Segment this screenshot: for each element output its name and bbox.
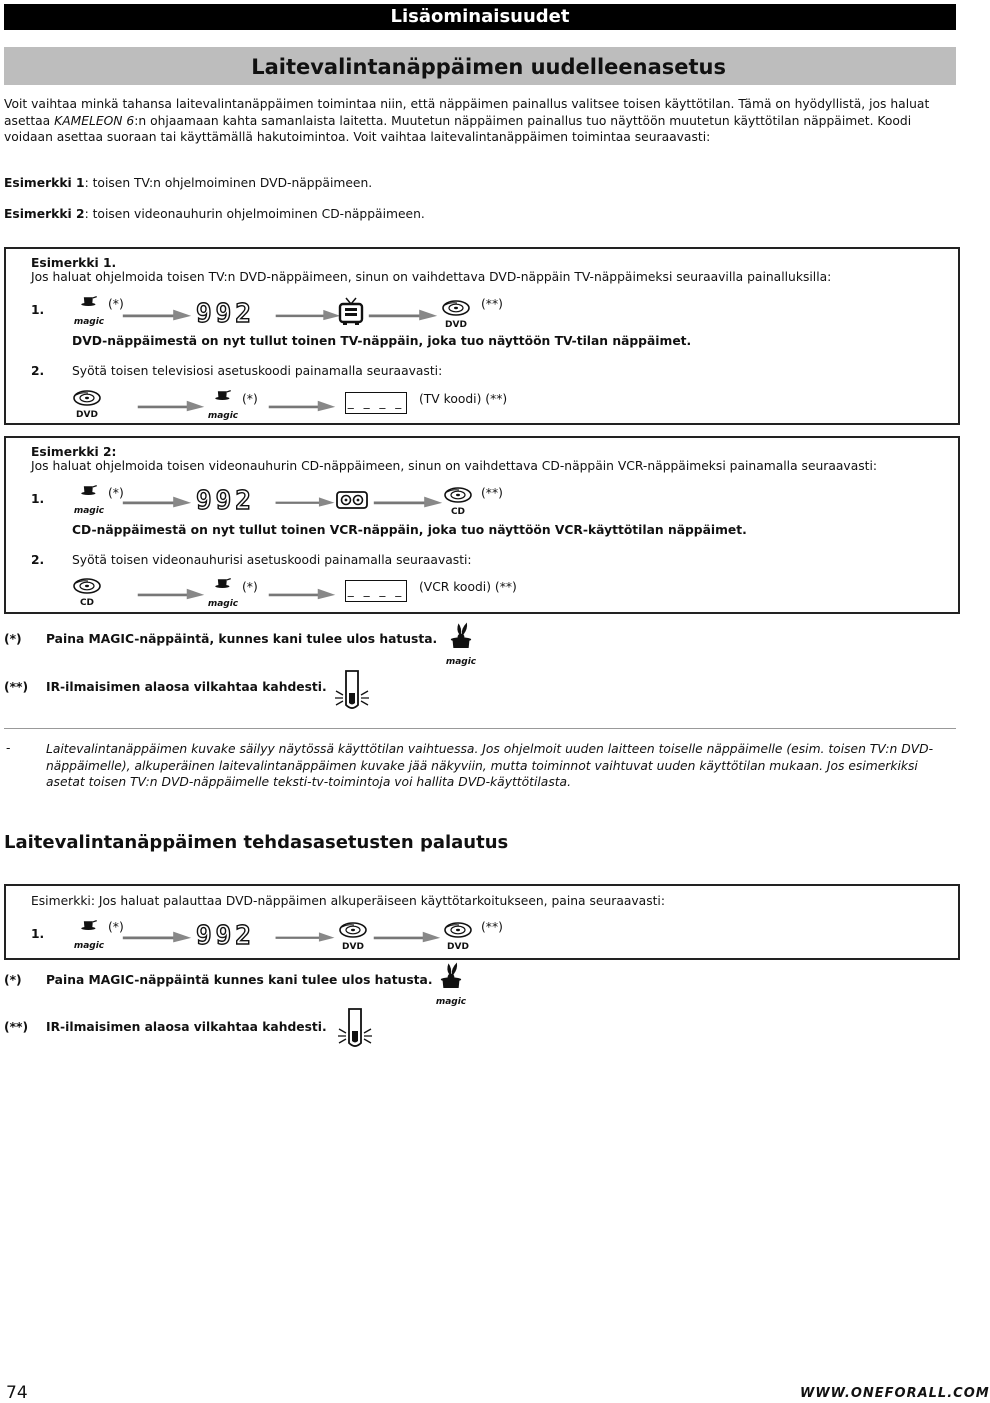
cd-label: CD — [450, 507, 466, 517]
intro-paragraph — [4, 96, 954, 146]
ir-blink-icon — [332, 665, 372, 713]
divider — [4, 728, 956, 729]
example-text: : toisen TV:n ohjelmoiminen DVD-näppäimeen. — [84, 176, 373, 190]
magic-rabbit-icon — [441, 620, 481, 667]
step-number: 1. — [31, 303, 45, 317]
magic-button-icon — [69, 485, 109, 516]
code-placeholder: _ _ _ _ — [347, 583, 405, 597]
footnote-mark: (*) — [4, 973, 22, 987]
example2-box — [4, 436, 960, 614]
page-title-bar — [4, 47, 956, 85]
arrow-icon — [367, 307, 439, 323]
brand-name: KAMELEON 6 — [54, 113, 135, 128]
magic-label: magic — [73, 506, 105, 516]
arrow-icon — [136, 586, 206, 602]
page-title: Laitevalintanäppäimen uudelleenasetus — [251, 55, 726, 79]
example2-title: Esimerkki 2: — [31, 445, 117, 459]
step-number: 2. — [31, 364, 45, 378]
magic-rabbit-icon — [431, 960, 471, 1007]
magic-label: magic — [207, 599, 239, 609]
note-dash: - — [6, 741, 11, 755]
step-number: 1. — [31, 492, 45, 506]
star-mark: (*) — [108, 920, 124, 934]
arrow-icon — [121, 929, 193, 945]
double-star-mark: (**) — [481, 297, 503, 311]
example2-result: CD-näppäimestä on nyt tullut toinen VCR-näppäin, joka tuo näyttöön VCR-käyttötilan näppäimet. — [72, 523, 747, 537]
magic-label: magic — [445, 657, 477, 667]
double-star-mark: (**) — [481, 920, 503, 934]
example-list-item-1 — [4, 176, 372, 190]
example2-step2-tail: (VCR koodi) (**) — [419, 580, 517, 594]
tv-button-icon — [337, 296, 365, 326]
example1-title: Esimerkki 1. — [31, 256, 117, 270]
example2-step2-text: Syötä toisen videonauhurisi asetuskoodi painamalla seuraavasti: — [72, 553, 472, 567]
example1-step2-tail: (TV koodi) (**) — [419, 392, 508, 406]
reset-heading: Laitevalintanäppäimen tehdasasetusten palautus — [4, 832, 509, 853]
footnote-text: IR-ilmaisimen alaosa vilkahtaa kahdesti. — [46, 1020, 327, 1034]
arrow-icon — [274, 929, 336, 945]
cd-label: CD — [79, 598, 95, 608]
footnote-text: IR-ilmaisimen alaosa vilkahtaa kahdesti. — [46, 680, 327, 694]
code-digits: 992 — [196, 921, 255, 951]
dvd-button-icon — [338, 922, 368, 952]
magic-label: magic — [73, 317, 105, 327]
example1-result: DVD-näppäimestä on nyt tullut toinen TV-näppäin, joka tuo näyttöön TV-tilan näppäimet. — [72, 334, 692, 348]
example1-step2-text: Syötä toisen televisiosi asetuskoodi painamalla seuraavasti: — [72, 364, 443, 378]
website-url: WWW.ONEFORALL.COM — [800, 1386, 990, 1401]
code-digits: 992 — [196, 299, 255, 329]
arrow-icon — [136, 398, 206, 414]
magic-label: magic — [435, 997, 467, 1007]
page-number: 74 — [6, 1383, 28, 1403]
example-text: : toisen videonauhurin ohjelmoiminen CD-näppäimeen. — [84, 207, 425, 221]
section-title: Lisäominaisuudet — [390, 6, 570, 27]
cd-button-icon — [443, 487, 473, 517]
example1-desc: Jos haluat ohjelmoida toisen TV:n DVD-näppäimeen, sinun on vaihdettava DVD-näppäin TV-näppäimeksi seuraavilla painalluksilla: — [31, 270, 832, 284]
magic-label: magic — [73, 941, 105, 951]
intro-text-2: :n ohjaamaan kahta samanlaista laitetta. Muutetun näppäimen painallus tuo näyttöön muutetun käyttötilan näppäimet. Koodi voidaan asettaa suoraan tai käyttämällä hakutoimintoa. Voit vaihtaa laitevalintanäppäimen toimintaa seuraavasti: — [4, 113, 912, 144]
code-placeholder: _ _ _ _ — [347, 395, 405, 409]
code-entry-box — [345, 580, 407, 602]
arrow-icon — [267, 398, 337, 414]
dvd-button-icon — [72, 390, 102, 420]
star-mark: (*) — [242, 580, 258, 594]
example1-box — [4, 247, 960, 425]
magic-button-icon — [69, 296, 109, 327]
footnote-text: Paina MAGIC-näppäintä kunnes kani tulee ulos hatusta. — [46, 973, 433, 987]
dvd-button-icon — [441, 300, 471, 330]
arrow-icon — [274, 307, 342, 323]
arrow-icon — [121, 307, 193, 323]
reset-box — [4, 884, 960, 960]
footnote-mark: (*) — [4, 632, 22, 646]
dvd-label: DVD — [342, 942, 364, 952]
dvd-label: DVD — [445, 320, 467, 330]
star-mark: (*) — [108, 486, 124, 500]
arrow-icon — [267, 586, 337, 602]
magic-button-icon — [203, 390, 243, 421]
intro-text-1: Voit vaihtaa minkä tahansa laitevalintanäppäimen toimintaa niin, että näppäimen painallus valitsee toisen käyttötilan. Tämä on hyödyllistä, jos haluat asettaa — [4, 97, 930, 128]
example2-desc: Jos haluat ohjelmoida toisen videonauhurin CD-näppäimeen, sinun on vaihdettava CD-näppäin VCR-näppäimeksi painamalla seuraavasti: — [31, 459, 878, 473]
note-text: Laitevalintanäppäimen kuvake säilyy näytössä käyttötilan vaihtuessa. Jos ohjelmoit uuden laitteen toiselle näppäimelle (esim. toisen TV:n DVD-näppäimelle), alkuperäinen laitevalintanäppäimen kuvake jää näkyviin, mutta toiminnot vaihtuvat uuden käyttötilan mukaan. Jos esimerkiksi asetat toisen TV:n DVD-näppäimelle teksti-tv-toimintoja voi hallita DVD-käyttötilasta. — [46, 742, 934, 789]
example-label: Esimerkki 1 — [4, 176, 85, 190]
cd-button-icon — [72, 578, 102, 608]
code-entry-box — [345, 392, 407, 414]
section-header-bar — [4, 4, 956, 30]
step-number: 1. — [31, 927, 45, 941]
magic-button-icon — [203, 578, 243, 609]
dvd-label: DVD — [447, 942, 469, 952]
example-list-item-2 — [4, 207, 425, 221]
footnote-text: Paina MAGIC-näppäintä, kunnes kani tulee ulos hatusta. — [46, 632, 438, 646]
step-number: 2. — [31, 553, 45, 567]
dvd-button-icon — [443, 922, 473, 952]
magic-button-icon — [69, 920, 109, 951]
arrow-icon — [372, 929, 442, 945]
reset-desc: Esimerkki: Jos haluat palauttaa DVD-näppäimen alkuperäiseen käyttötarkoitukseen, paina seuraavasti: — [31, 894, 665, 908]
arrow-icon — [274, 494, 336, 510]
magic-label: magic — [207, 411, 239, 421]
ir-blink-icon — [335, 1003, 375, 1051]
code-digits: 992 — [196, 486, 255, 516]
footnote-mark: (**) — [4, 1020, 29, 1034]
vcr-button-icon — [335, 490, 369, 510]
arrow-icon — [121, 494, 193, 510]
double-star-mark: (**) — [481, 486, 503, 500]
star-mark: (*) — [242, 392, 258, 406]
example-label: Esimerkki 2 — [4, 207, 85, 221]
footnote-mark: (**) — [4, 680, 29, 694]
star-mark: (*) — [108, 297, 124, 311]
arrow-icon — [372, 494, 444, 510]
dvd-label: DVD — [76, 410, 98, 420]
